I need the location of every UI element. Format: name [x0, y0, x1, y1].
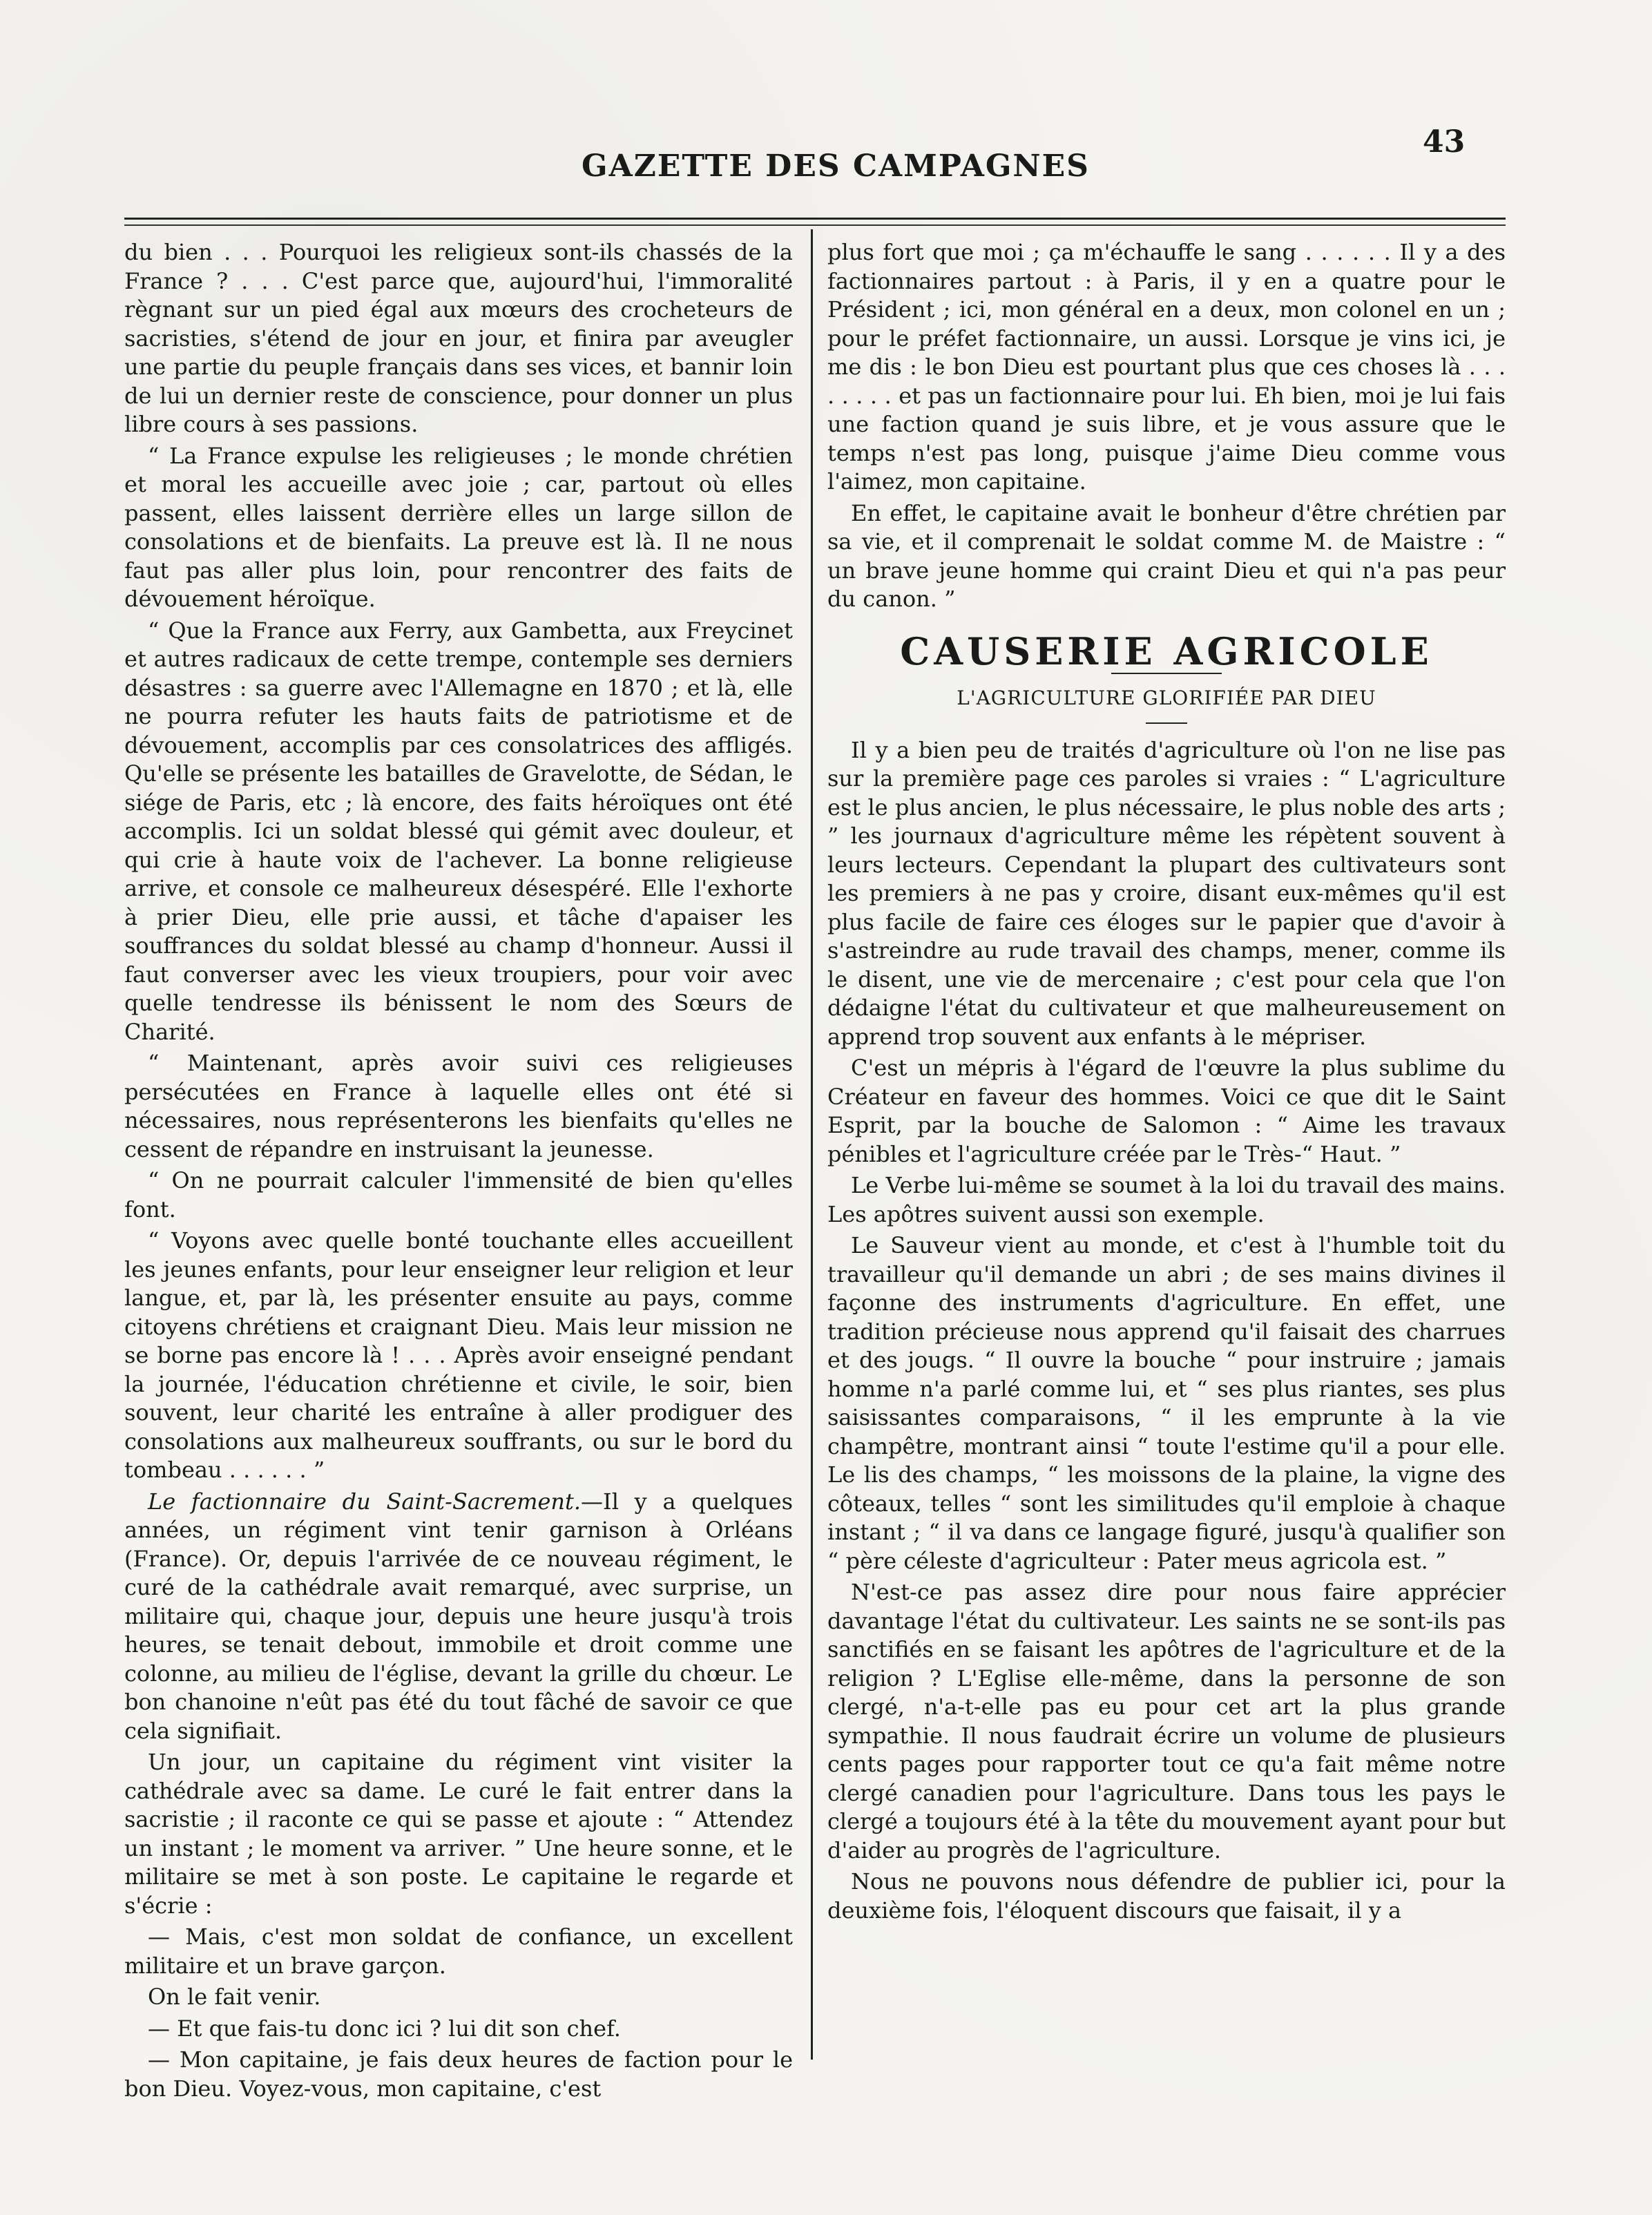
- paragraph: — Mais, c'est mon soldat de confiance, un excellent militaire et un brave garçon.: [124, 1924, 793, 1979]
- paragraph: En effet, le capitaine avait le bonheur d'être chrétien par sa vie, et il comprenait le soldat comme M. de Maistre : “ un brave jeune homme qui craint Dieu et qui n'a pas peur du canon. ”: [827, 499, 1506, 612]
- paragraph: “ On ne pourrait calculer l'immensité de bien qu'elles font.: [124, 1167, 793, 1222]
- paragraph: “ Que la France aux Ferry, aux Gambetta, aux Freycinet et autres radicaux de cette trempe, contemple ses derniers désastres : sa guerre avec l'Allemagne en 1870 ; et là, elle ne pourra refuter les hauts faits de patriotisme et de dévouement, accomplis par ces consolatrices des affligés. Qu'elle se présente les batailles de Gravelotte, de Sédan, le siége de Paris, etc ; là encore, des faits héroïques ont été accomplis. Ici un soldat blessé qui gémit avec douleur, et qui crie à haute voix de l'achever. La bonne religieuse arrive, et console ce malheureux désespéré. Elle l'exhorte à prier Dieu, elle prie aussi, et tâche d'apaiser les souffrances du soldat blessé au champ d'honneur. Aussi il faut converser avec les vieux troupiers, pour voir avec quelle tendresse ils bénissent le nom des Sœurs de Charité.: [124, 617, 793, 1045]
- subheading-rule: [1146, 722, 1187, 724]
- paragraph: — Et que fais-tu donc ici ? lui dit son chef.: [148, 2015, 621, 2042]
- paragraph: Un jour, un capitaine du régiment vint visiter la cathédrale avec sa dame. Le curé le fait entrer dans la sacristie ; il raconte ce qui se passe et ajoute : “ Attendez un instant ; le moment va arriver. ” Une heure sonne, et le militaire se met à son poste. Le capitaine le regarde et s'écrie :: [124, 1749, 793, 1919]
- page-number: 43: [1423, 124, 1466, 160]
- paragraph: du bien . . . Pourquoi les religieux sont-ils chassés de la France ? . . . C'est parce que, aujourd'hui, l'immoralité règnant sur un pied égal aux mœurs des crocheteurs de sacristies, s'étend de jour en jour, et finira par aveugler une partie du peuple français dans ses vices, et bannir loin de lui un dernier reste de conscience, pour donner un plus libre cours à ses passions.: [124, 239, 793, 437]
- paragraph: Il y a bien peu de traités d'agriculture où l'on ne lise pas sur la première page ces paroles si vraies : “ L'agriculture est le plus ancien, le plus nécessaire, le plus noble des arts ; ” les journaux d'agriculture même les répètent souvent à leurs lecteurs. Cependant la plupart des cultivateurs sont les premiers à ne pas y croire, disant eux-mêmes qu'il est plus facile de faire ces éloges sur le papier que d'avoir à s'astreindre au rude travail des champs, mener, comme ils le disent, une vie de mercenaire ; c'est pour cela que l'on dédaigne l'état du cultivateur et que malheureusement on apprend trop souvent aux enfants à le mépriser.: [827, 736, 1506, 1050]
- paragraph: C'est un mépris à l'égard de l'œuvre la plus sublime du Créateur en faveur des hommes. Voici ce que dit le Saint Esprit, par la bouche de Salomon : “ Aime les travaux pénibles et l'agriculture créée par le Très-“ Haut. ”: [827, 1055, 1506, 1167]
- paragraph: [124, 1488, 793, 1746]
- section-heading: CAUSERIE AGRICOLE: [900, 629, 1433, 673]
- paragraph: Le Sauveur vient au monde, et c'est à l'humble toit du travailleur qu'il demande un abri ; de ses mains divines il façonne des instruments d'agriculture. En effet, une tradition précieuse nous apprend qu'il faisait des charrues et des jougs. “ Il ouvre la bouche “ pour instruire ; jamais homme n'a parlé comme lui, et “ ses plus riantes, ses plus saisissantes comparaisons, “ il les emprunte à la vie champêtre, montrant ainsi “ toute l'estime qu'il a pour elle. Le lis des champs, “ les moissons de la plaine, la vigne des côteaux, telles “ sont les similitudes qu'il emploie à chaque instant ; “ il va dans ce langage figuré, jusqu'à qualifier son “ père céleste d'agriculteur : Pater meus agricola est. ”: [827, 1232, 1506, 1574]
- paragraph: — Mon capitaine, je fais deux heures de faction pour le bon Dieu. Voyez-vous, mon capitaine, c'est: [124, 2046, 793, 2102]
- paragraph: “ Maintenant, après avoir suivi ces religieuses persécutées en France à laquelle elles ont été si nécessaires, nous représenterons les bienfaits qu'elles ne cessent de répandre en instruisant la jeunesse.: [124, 1050, 793, 1162]
- newspaper-title: GAZETTE DES CAMPAGNES: [582, 148, 1090, 184]
- paragraph: Nous ne pouvons nous défendre de publier ici, pour la deuxième fois, l'éloquent discours que faisait, il y a: [827, 1868, 1506, 1924]
- paragraph: plus fort que moi ; ça m'échauffe le sang . . . . . . Il y a des factionnaires partout : à Paris, il y en a quatre pour le Président ; ici, mon général en a deux, mon colonel en un ; pour le préfet factionnaire, un aussi. Lorsque je vins ici, je me dis : le bon Dieu est pourtant plus que ces choses là . . . . . . . . et pas un factionnaire pour lui. Eh bien, moi je lui fais une faction quand je suis libre, et je vous assure que le temps n'est pas long, puisque j'aime Dieu comme vous l'aimez, mon capitaine.: [827, 239, 1506, 495]
- header-rule: [124, 218, 1506, 220]
- article-title: Le factionnaire du Saint-Sacrement.: [148, 1488, 582, 1515]
- paragraph: On le fait venir.: [148, 1984, 321, 2010]
- column-divider: [811, 229, 813, 2060]
- paragraph-text: —Il y a quelques années, un régiment vint tenir garnison à Orléans (France). Or, depuis l'arrivée de ce nouveau régiment, le curé de la cathédrale avait remarqué, avec surprise, un militaire qui, chaque jour, depuis une heure jusqu'à trois heures, se tenait debout, immobile et droit comme une colonne, au milieu de l'église, devant la grille du chœur. Le bon chanoine n'eût pas été du tout fâché de savoir ce que cela signifiait.: [124, 1488, 793, 1744]
- right-column: [827, 238, 1506, 1928]
- section-subheading: L'AGRICULTURE GLORIFIÉE PAR DIEU: [957, 687, 1376, 709]
- paragraph: “ La France expulse les religieuses ; le monde chrétien et moral les accueille avec joie ; car, partout où elles passent, elles laissent derrière elles un large sillon de consolations et de bienfaits. La preuve est là. Il ne nous faut pas aller plus loin, pour rencontrer des faits de dévouement héroïque.: [124, 442, 793, 612]
- header-rule-secondary: [124, 224, 1506, 226]
- left-column: [124, 238, 793, 2106]
- paragraph: N'est-ce pas assez dire pour nous faire apprécier davantage l'état du cultivateur. Les saints ne se sont-ils pas sanctifiés en se faisant les apôtres de l'agriculture et de la religion ? L'Eglise elle-même, dans la personne de son clergé, n'a-t-elle pas eu pour cet art la plus grande sympathie. Il nous faudrait écrire un volume de plusieurs cents pages pour rapporter tout ce qu'a fait même notre clergé canadien pour l'agriculture. Dans tous les pays le clergé a toujours été à la tête du mouvement ayant pour but d'aider au progrès de l'agriculture.: [827, 1579, 1506, 1863]
- paragraph: Le Verbe lui-même se soumet à la loi du travail des mains. Les apôtres suivent aussi son exemple.: [827, 1172, 1506, 1227]
- masthead: [124, 117, 1506, 214]
- paragraph: “ Voyons avec quelle bonté touchante elles accueillent les jeunes enfants, pour leur enseigner leur religion et leur langue, et, par là, les présenter ensuite au pays, comme citoyens chrétiens et craignant Dieu. Mais leur mission ne se borne pas encore là ! . . . Après avoir enseigné pendant la journée, l'éducation chrétienne et civile, le soir, bien souvent, leur charité les entraîne à aller prodiguer des consolations aux malheureux souffrants, ou sur le bord du tombeau . . . . . . ”: [124, 1227, 793, 1483]
